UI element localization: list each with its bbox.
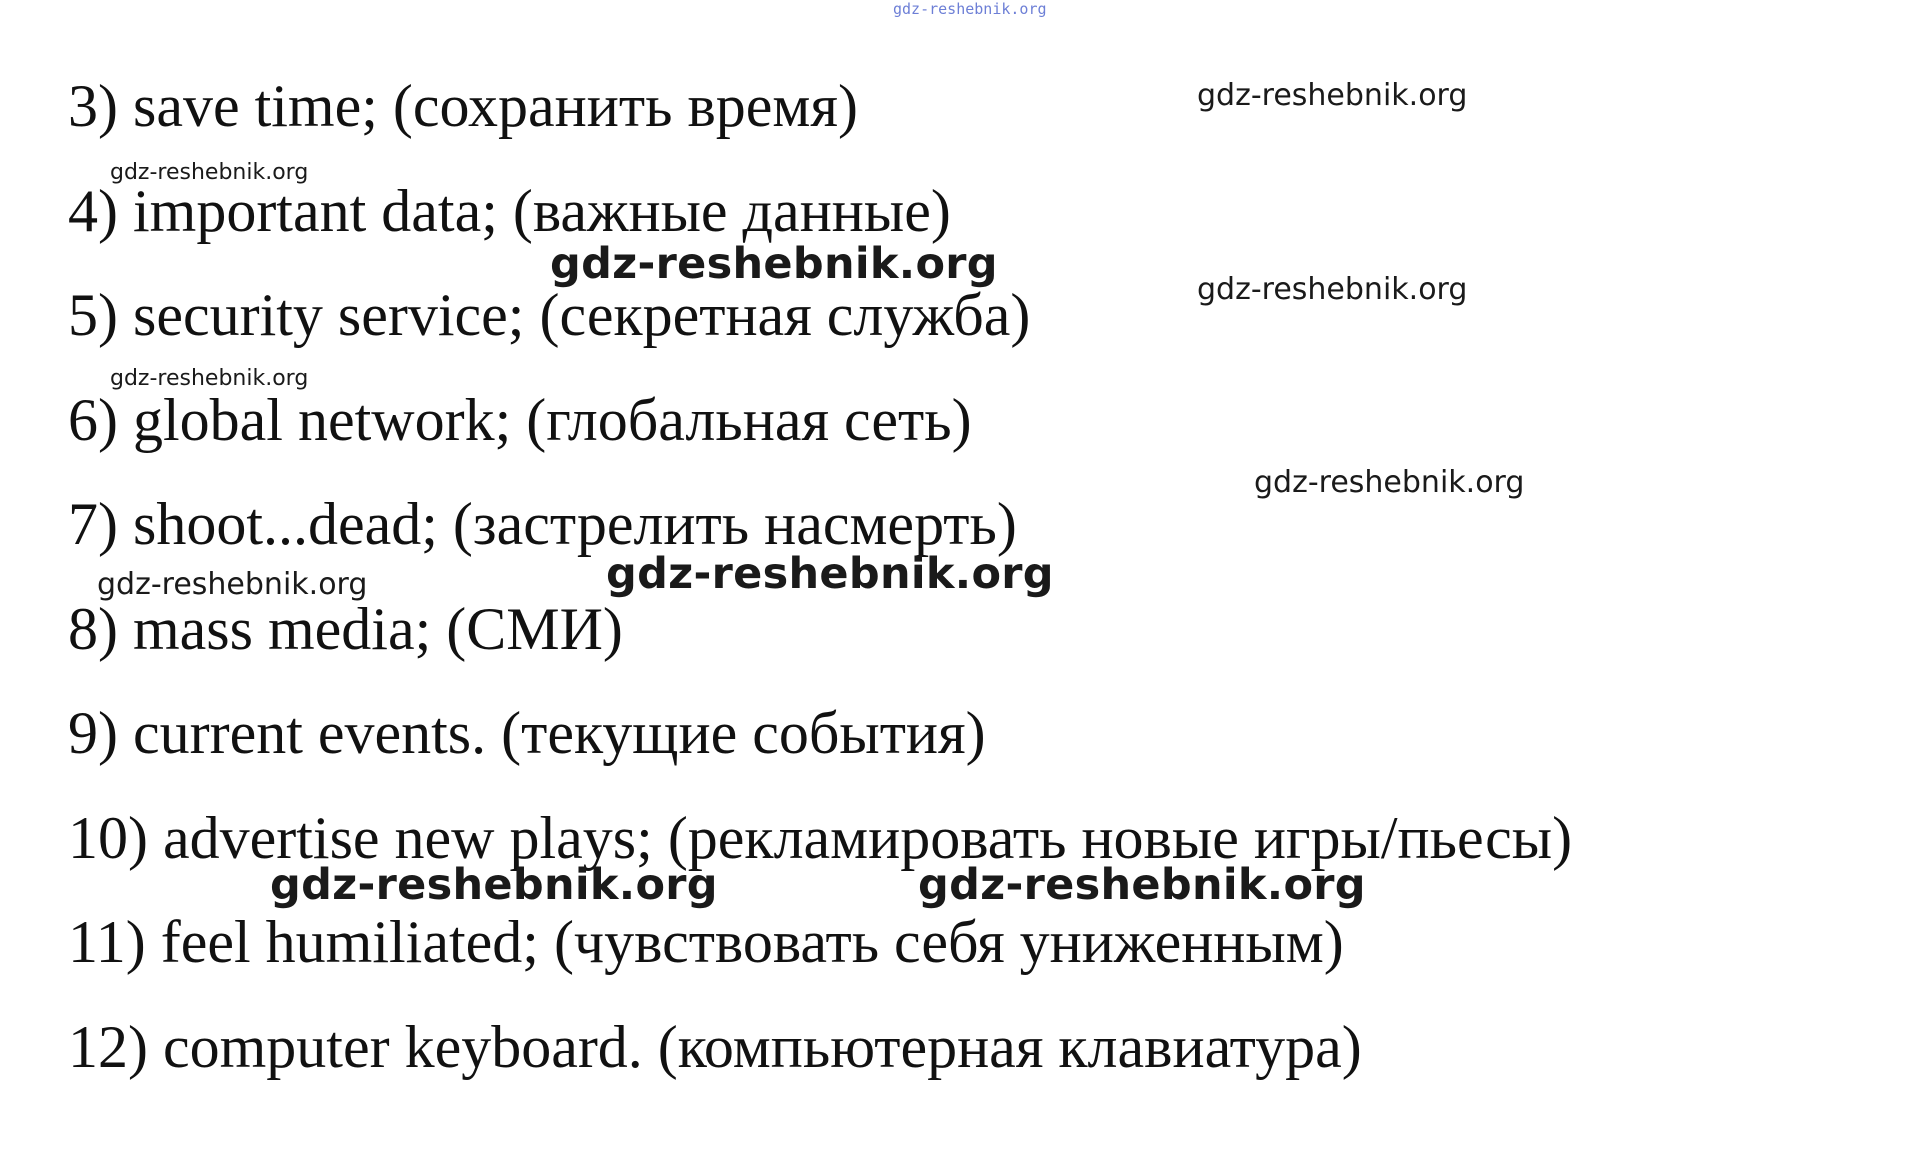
- watermark: gdz-reshebnik.org: [1197, 78, 1468, 113]
- watermark-top: gdz-reshebnik.org: [893, 0, 1047, 18]
- watermark: gdz-reshebnik.org: [606, 549, 1054, 599]
- list-item: 12) computer keyboard. (компьютерная клавиатура): [68, 1014, 1362, 1080]
- list-item: 8) mass media; (СМИ): [68, 596, 623, 662]
- watermark: gdz-reshebnik.org: [1197, 272, 1468, 307]
- list-item: 6) global network; (глобальная сеть): [68, 387, 972, 453]
- list-item: 4) important data; (важные данные): [68, 178, 951, 244]
- list-item: 3) save time; (сохранить время): [68, 73, 858, 139]
- list-item: 11) feel humiliated; (чувствовать себя униженным): [68, 909, 1344, 975]
- watermark: gdz-reshebnik.org: [110, 160, 309, 185]
- list-item: 7) shoot...dead; (застрелить насмерть): [68, 491, 1017, 557]
- watermark: gdz-reshebnik.org: [270, 860, 718, 910]
- list-item: 5) security service; (секретная служба): [68, 282, 1031, 348]
- list-item: 10) advertise new plays; (рекламировать новые игры/пьесы): [68, 805, 1573, 871]
- list-item: 9) current events. (текущие события): [68, 700, 986, 766]
- watermark: gdz-reshebnik.org: [550, 239, 998, 289]
- watermark: gdz-reshebnik.org: [110, 366, 309, 391]
- watermark: gdz-reshebnik.org: [1254, 465, 1525, 500]
- watermark: gdz-reshebnik.org: [97, 567, 368, 602]
- watermark: gdz-reshebnik.org: [918, 860, 1366, 910]
